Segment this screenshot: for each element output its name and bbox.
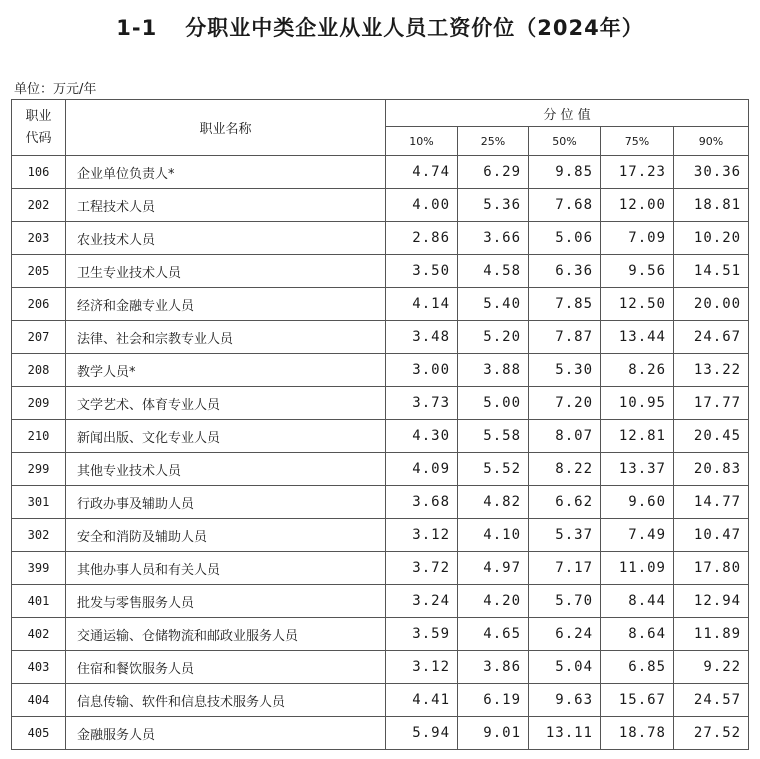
occupation-code: 209 [12,387,66,420]
value-p90: 30.36 [674,156,749,189]
occupation-code: 210 [12,420,66,453]
occupation-name: 文学艺术、体育专业人员 [66,387,386,420]
value-p75: 6.85 [601,651,674,684]
value-p90: 9.22 [674,651,749,684]
value-p25: 4.20 [458,585,529,618]
occupation-code: 206 [12,288,66,321]
value-p90: 13.22 [674,354,749,387]
table-row [12,321,749,354]
value-p90: 14.51 [674,255,749,288]
value-p25: 5.58 [458,420,529,453]
value-p25: 3.88 [458,354,529,387]
value-p90: 10.20 [674,222,749,255]
value-p90: 24.67 [674,321,749,354]
table-row [12,189,749,222]
value-p75: 18.78 [601,717,674,750]
occupation-name: 行政办事及辅助人员 [66,486,386,519]
header-code-line2: 代码 [25,130,52,146]
header-code-line1: 职业 [25,108,52,124]
value-p75: 11.09 [601,552,674,585]
occupation-code: 106 [12,156,66,189]
value-p90: 24.57 [674,684,749,717]
occupation-name: 新闻出版、文化专业人员 [66,420,386,453]
table-row [12,552,749,585]
value-p90: 27.52 [674,717,749,750]
value-p50: 13.11 [529,717,601,750]
value-p10: 2.86 [386,222,458,255]
value-p90: 20.00 [674,288,749,321]
occupation-code: 208 [12,354,66,387]
occupation-code: 299 [12,453,66,486]
occupation-name: 金融服务人员 [66,717,386,750]
occupation-code: 403 [12,651,66,684]
value-p10: 5.94 [386,717,458,750]
value-p10: 3.73 [386,387,458,420]
occupation-name: 批发与零售服务人员 [66,585,386,618]
value-p25: 6.29 [458,156,529,189]
table-row [12,618,749,651]
occupation-code: 205 [12,255,66,288]
value-p50: 5.70 [529,585,601,618]
occupation-name: 安全和消防及辅助人员 [66,519,386,552]
occupation-code: 404 [12,684,66,717]
occupation-name: 企业单位负责人* [66,156,386,189]
value-p90: 20.83 [674,453,749,486]
value-p10: 4.00 [386,189,458,222]
value-p75: 17.23 [601,156,674,189]
value-p10: 3.59 [386,618,458,651]
value-p25: 4.58 [458,255,529,288]
value-p75: 8.64 [601,618,674,651]
wage-table [11,99,749,750]
value-p90: 17.77 [674,387,749,420]
value-p75: 12.50 [601,288,674,321]
occupation-code: 203 [12,222,66,255]
value-p75: 9.56 [601,255,674,288]
value-p75: 12.81 [601,420,674,453]
table-row [12,387,749,420]
table-row [12,420,749,453]
table-title: 分职业中类企业从业人员工资价位（2024年） [185,16,644,40]
occupation-name: 住宿和餐饮服务人员 [66,651,386,684]
value-p75: 9.60 [601,486,674,519]
occupation-name: 其他专业技术人员 [66,453,386,486]
value-p90: 10.47 [674,519,749,552]
occupation-name: 交通运输、仓储物流和邮政业服务人员 [66,618,386,651]
value-p10: 4.14 [386,288,458,321]
value-p25: 5.36 [458,189,529,222]
table-row [12,519,749,552]
value-p75: 15.67 [601,684,674,717]
value-p50: 8.07 [529,420,601,453]
value-p50: 5.04 [529,651,601,684]
value-p75: 10.95 [601,387,674,420]
value-p25: 4.82 [458,486,529,519]
value-p10: 4.30 [386,420,458,453]
table-row [12,156,749,189]
occupation-name: 农业技术人员 [66,222,386,255]
occupation-code: 399 [12,552,66,585]
occupation-code: 405 [12,717,66,750]
value-p75: 7.49 [601,519,674,552]
occupation-code: 302 [12,519,66,552]
occupation-name: 教学人员* [66,354,386,387]
occupation-name: 法律、社会和宗教专业人员 [66,321,386,354]
value-p25: 3.66 [458,222,529,255]
table-body [12,156,749,750]
value-p10: 3.48 [386,321,458,354]
header-p75: 75% [601,127,674,156]
value-p10: 4.74 [386,156,458,189]
value-p90: 11.89 [674,618,749,651]
value-p50: 5.06 [529,222,601,255]
header-p10: 10% [386,127,458,156]
value-p25: 4.65 [458,618,529,651]
value-p10: 4.41 [386,684,458,717]
value-p90: 20.45 [674,420,749,453]
occupation-code: 301 [12,486,66,519]
occupation-code: 207 [12,321,66,354]
value-p50: 9.63 [529,684,601,717]
unit-label: 单位：万元/年 [14,82,97,97]
table-row [12,288,749,321]
value-p50: 9.85 [529,156,601,189]
value-p50: 6.36 [529,255,601,288]
value-p25: 5.20 [458,321,529,354]
table-row [12,255,749,288]
table-row [12,717,749,750]
header-code [12,100,66,156]
occupation-name: 信息传输、软件和信息技术服务人员 [66,684,386,717]
value-p50: 7.87 [529,321,601,354]
table-number: 1-1 [116,16,158,40]
page-title [0,12,760,42]
occupation-code: 202 [12,189,66,222]
value-p75: 7.09 [601,222,674,255]
table-row [12,453,749,486]
value-p75: 8.26 [601,354,674,387]
value-p25: 5.52 [458,453,529,486]
value-p25: 4.10 [458,519,529,552]
value-p10: 3.68 [386,486,458,519]
value-p75: 13.44 [601,321,674,354]
value-p50: 7.68 [529,189,601,222]
table-row [12,585,749,618]
value-p10: 3.12 [386,519,458,552]
value-p10: 3.50 [386,255,458,288]
value-p25: 5.00 [458,387,529,420]
value-p50: 7.20 [529,387,601,420]
header-p50: 50% [529,127,601,156]
value-p10: 3.12 [386,651,458,684]
header-p25: 25% [458,127,529,156]
value-p50: 7.17 [529,552,601,585]
value-p10: 3.24 [386,585,458,618]
value-p90: 18.81 [674,189,749,222]
value-p25: 6.19 [458,684,529,717]
table-row [12,486,749,519]
table-row [12,222,749,255]
occupation-name: 经济和金融专业人员 [66,288,386,321]
value-p50: 5.37 [529,519,601,552]
value-p90: 12.94 [674,585,749,618]
header-percentile-group: 分 位 值 [386,100,749,127]
value-p50: 7.85 [529,288,601,321]
value-p90: 17.80 [674,552,749,585]
value-p10: 3.00 [386,354,458,387]
table-row [12,354,749,387]
occupation-code: 401 [12,585,66,618]
value-p50: 5.30 [529,354,601,387]
value-p25: 3.86 [458,651,529,684]
value-p75: 12.00 [601,189,674,222]
table-row [12,684,749,717]
occupation-name: 其他办事人员和有关人员 [66,552,386,585]
occupation-name: 工程技术人员 [66,189,386,222]
value-p10: 3.72 [386,552,458,585]
value-p50: 8.22 [529,453,601,486]
value-p90: 14.77 [674,486,749,519]
table-row [12,651,749,684]
value-p25: 4.97 [458,552,529,585]
value-p10: 4.09 [386,453,458,486]
occupation-code: 402 [12,618,66,651]
value-p75: 8.44 [601,585,674,618]
occupation-name: 卫生专业技术人员 [66,255,386,288]
header-p90: 90% [674,127,749,156]
value-p25: 5.40 [458,288,529,321]
header-name: 职业名称 [66,100,386,156]
value-p75: 13.37 [601,453,674,486]
value-p50: 6.24 [529,618,601,651]
value-p25: 9.01 [458,717,529,750]
value-p50: 6.62 [529,486,601,519]
